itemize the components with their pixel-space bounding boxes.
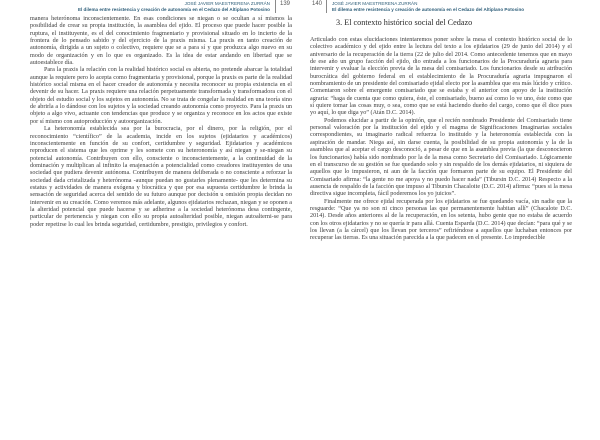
running-head-author: JOSÉ JAVIER MAESTRERENA ZURRÁN <box>184 1 270 6</box>
page-number: 140 <box>312 1 323 7</box>
running-head-title: El dilema entre resistencia y creación de autonomía en el Cedazo del Altiplano Potosino <box>77 7 270 12</box>
left-page <box>30 0 292 229</box>
section-title: 3. El contexto histórico social del Cedazo <box>336 18 473 27</box>
paragraph: manera heterónoma inconscientemente. En esas condiciones se niegan o se ocultan a sí mismos la posibilidad de crear su propia institución, la asamblea del ejido. El proceso que puede hacer posible la ruptura, el instituyente, es el del conocimiento fragmentario y provisional situado en lo incierto de la frontera de lo pensado sabido y del ejercicio de la praxis misma. La praxis en tanto creación de autonomía, dirigida a un sujeto o colectivo, requiere que se a para sí y que produzca algo nuevo en su modo de organización y en lo que es organizado. Es la idea de estar andando en libertad que se autoestablece día. <box>30 16 292 67</box>
page-number: 139 <box>279 1 290 7</box>
running-head-text <box>78 1 270 13</box>
running-head <box>310 0 572 16</box>
running-head-author: JOSÉ JAVIER MAESTRERENA ZURRÁN <box>332 1 418 6</box>
paragraph: La heteronomía establecida sea por la burocracia, por el dinero, por la religión, por el reconocimiento “científico” de la academia, incide en los sujetos (ejidatarios y académicos) inconscientemente en función de su confort, certidumbre y seguridad. Ejidatarios y académicos reproducen el sistema que les oprime y les somete con su heteronomía y así niegan y se-niegan su potencial autonomía. Contribuyen con ello, consciente o inconscientemente, a la continuidad de la dominación y multiplican al infinito la enajenación a potencialidad como creadores instituyentes de una sociedad que pudiera devenir autónoma. Contribuyen de manera deliberada o no consciente a reforzar la sociedad dada cristalizada y heterónoma -aunque puedan no gustarles plenamente- que les determina su estatus y actividades de manera exógena y biocrática y que por esa supuesta certidumbre le brinda la sensación de seguridad acerca del sentido de su futuro aunque por decisión u omisión propia decidan no intervenir en su creación. Como veremos más adelante, algunos ejidatarios rechazan, niegan y se oponen a la alteridad potencial que puede hacerse y se adherirse a la sociedad heterónoma desa contingente, particular de pertenencia y niegan con ello su propia autoalteridad posible, niegan autoalterni-se para poder repetirse lo cual les brinda seguridad, certidumbre, prestigio, privilegios y confort. <box>30 126 292 228</box>
paragraph: Podemos elucidar a partir de la opinión, que el recién nombrado Presidente del Comisariado tiene personal valoración por la institución del ejido y el magma de Significaciones Imaginarias sociales correspondientes, su imaginario radical refuerza lo instituido y la heteronomía establecida con la aspiración de mandar. Niega así, sin darse cuenta, la posibilidad de su propia autonomía y la de la asamblea que al aceptar el cargo desconoció, a pesar de que en la asamblea previa (la que desconocieron los funcionarios) había sido nombrado por la de la mesa como Secretario del Comisariado. Lógicamente en el transcurso de su gestión se fue quedando solo y sin respaldo de los demás ejidatarios, ni siquiera de aquellos que lo impusieron, ni aun de la facción que formaron parte de su equipo. El Presidente del Comisariado afirma: “la gente no me apoya y no puedo hacer nada” (Tibursin D.C. 2014) Respecto a la ausencia de respaldo de la facción que impuso al Tibursin Chacaloite (D.C. 2014) afirma: “pues si la mesa directiva sigue incompleta, fácil poderemos los yo juicios”. <box>310 117 572 198</box>
header-divider <box>326 0 327 13</box>
running-head-text <box>332 1 524 13</box>
body-text <box>310 37 572 243</box>
right-page <box>310 0 572 243</box>
paragraph: Articulado con estas elucidaciones intentaremos poner sobre la mesa el contexto histórico social de lo colectivo académico y del ejido entre la lectura del texto a los ejidatarios (29 de junio del 2014) y el aniversario de la recuperación de la tierra (22 de julio del 2014. Como antecedente tenemos que en mayo de ese año un grupo facción del ejido, dio entrada a los funcionarios de la Procuraduría agraria para intervenir y evaluar la elección previa de la mesa del comisariado. Los funcionarios desde su atribución burocrática del gobierno federal en el establecimiento de la Procuraduría agraria impugnaron el nombramiento de un presidente del comisariado ejidal electo por la asamblea que era más lúcido y crítico. Comentaron sobre el emergente comisariado que se estaba y el anterior con apoyo de la institución agraria: “haga de cuenta que como quiera, éste, el comisariado, bueno así como lo ve uno, éste como que sí quiere tomar las cosas muy, o sea, como que se está haciendo dueño del cargo, como que él dice pues yo aquí, lo que diga yo” (Atán D.C. 2014). <box>310 37 572 117</box>
header-divider <box>275 0 276 13</box>
paragraph: Finalmente me ofrece ejidal recuperada por los ejidatarios se fue quedando vacía, sin nadie que la resguarde: “Que ya no son ni cinco personas las que permanentemente habitan allí” (Chacalote D.C. 2014). Desde años anteriores al de la recuperación, en los setenta, hubo gente que no estaba de acuerdo con los otros ejidatarios y no se quería ir para allá. Cuenta Esparda (D.C. 2014) que decían: “para qué y se los llevan (a la cárcel) que los llevan por terceros” refiriéndose a aquellos que luchaban entonces por recuperar las tierras. Es una situación parecida a la que padecen en el presente. Lo impredecible <box>310 198 572 242</box>
running-head-title: El dilema entre resistencia y creación de autonomía en el Cedazo del Altiplano Potosino <box>332 7 525 12</box>
paragraph: Para la praxis la relación con la realidad histórico social es abierta, no pretende abarcar la totalidad aunque la requiere pero lo acepta como fragmentaria y provisional, porque la praxis es parte de la realidad histórico social misma en el hacer creador de autonomía y necesita reconocer su propia existencia en el devenir de su hacer. La praxis requiere una relación perpetuamente transformada y transformadora con el objeto del estudio social y los sujetos en autonomía. No se trata de congelar la realidad en una teoría sino de abrirla a lo dándose con los sujetos y la sociedad creando autonomía como proyecto. Para la praxis un objeto a algo vivo, actuante con tendencias que produce y se organiza y reconoce en los actos que existe por sí mismo con autoproducción y autoorganización. <box>30 67 292 125</box>
running-head <box>30 0 292 16</box>
body-text <box>30 16 292 229</box>
